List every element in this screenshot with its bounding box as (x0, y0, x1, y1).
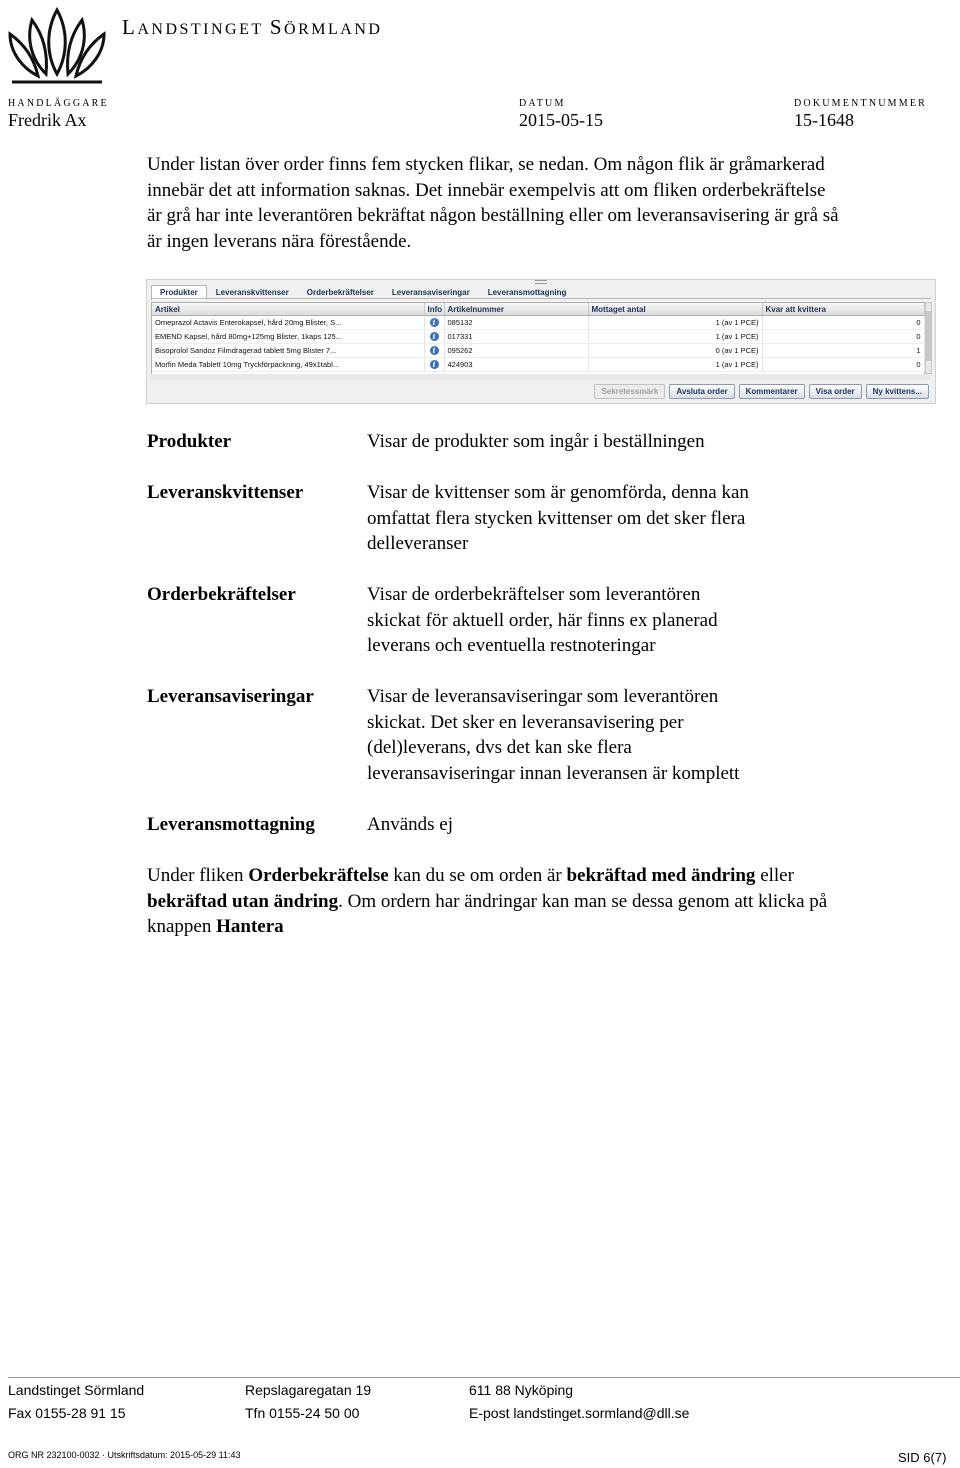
description-line: Används ej (367, 814, 454, 835)
info-icon[interactable]: i (430, 346, 439, 355)
cell-mottaget-antal: 1 (av 1 PCE) (588, 330, 762, 344)
description-leveranskvittenser (367, 480, 827, 557)
footer-phone: Tfn 0155-24 50 00 (245, 1405, 360, 1421)
tab-produkter[interactable]: Produkter (151, 285, 207, 300)
sekretessmark-button[interactable]: Sekretessmärk (594, 384, 665, 399)
description-line: (del)leverans, dvs det kan ske flera (367, 737, 632, 758)
footer-city: 611 88 Nyköping (469, 1382, 574, 1398)
closing-line (147, 914, 959, 940)
cell-artikelnummer: 017331 (444, 330, 588, 344)
product-grid (151, 302, 925, 376)
term-leveransaviseringar: Leveransaviseringar (147, 686, 314, 707)
table-row[interactable] (152, 344, 924, 358)
description-line: leveransaviseringar innan leveransen är komplett (367, 762, 740, 784)
cell-info (424, 330, 444, 344)
footer-org: Landstinget Sörmland (8, 1382, 145, 1398)
cell-kvar-att-kvittera: 1 (762, 344, 924, 358)
intro-line: Under listan över order finns fem stycken flikar, se nedan. Om någon flik är gråmarkerad (147, 154, 825, 175)
closing-bold: bekräftad utan ändring (147, 890, 339, 912)
column-header-artikelnummer[interactable]: Artikelnummer (444, 303, 588, 316)
cell-info (424, 344, 444, 358)
cell-artikelnummer: 424903 (444, 358, 588, 372)
cell-info (424, 316, 444, 330)
landstinget-logo (2, 2, 112, 92)
tab-bar (151, 285, 575, 299)
tab-leveransmottagning[interactable]: Leveransmottagning (487, 288, 567, 297)
description-line: Visar de orderbekräftelser som leverantören (367, 584, 701, 605)
term-produkter: Produkter (147, 431, 232, 452)
tab-leveranskvittenser[interactable]: Leveranskvittenser (215, 288, 289, 297)
description-line: Visar de kvittenser som är genomförda, denna kan (367, 482, 749, 503)
cell-artikelnummer: 085132 (444, 316, 588, 330)
term-leveranskvittenser: Leveranskvittenser (147, 482, 304, 503)
info-icon[interactable]: i (430, 318, 439, 327)
cell-kvar-att-kvittera: 0 (762, 316, 924, 330)
table-row[interactable] (152, 358, 924, 372)
intro-line: är grå har inte leverantören bekräftat någon beställning eller om leveransavisering är grå så (147, 205, 839, 226)
description-leveransmottagning (367, 812, 827, 838)
cell-info (424, 358, 444, 372)
footer-email: E-post landstinget.sormland@dll.se (469, 1405, 690, 1421)
info-icon[interactable]: i (430, 360, 439, 369)
closing-text: kan du se om orden är (388, 865, 567, 886)
table-row[interactable] (152, 330, 924, 344)
avsluta-order-button[interactable]: Avsluta order (669, 384, 734, 399)
tab-divider (151, 298, 931, 299)
intro-line: innebär det att information saknas. Det innebär exempelvis att om fliken orderbekräftelse (147, 179, 826, 201)
horizontal-scrollbar[interactable] (151, 374, 931, 380)
footer-street: Repslagaregatan 19 (245, 1382, 372, 1398)
description-line: skickat. Det sker en leveransavisering per (367, 711, 684, 733)
column-header-info[interactable]: Info (424, 303, 444, 316)
description-line: omfattat flera stycken kvittenser om det sker flera (367, 507, 746, 529)
cell-kvar-att-kvittera: 0 (762, 358, 924, 372)
vertical-scrollbar[interactable] (925, 302, 932, 374)
organization-name: LANDSTINGET SÖRMLAND (122, 15, 383, 39)
intro-paragraph (147, 152, 959, 254)
closing-text: . Om ordern har ändringar kan man se dessa genom att klicka på (338, 890, 828, 912)
closing-text: Under fliken (147, 865, 249, 886)
resize-grip[interactable] (535, 280, 547, 284)
table-row[interactable] (152, 316, 924, 330)
cell-artikel: EMEND Kapsel, hård 80mg+125mg Blister, 1kaps 125... (152, 330, 424, 344)
description-line: leverans och eventuella restnoteringar (367, 635, 656, 656)
cell-artikelnummer: 095262 (444, 344, 588, 358)
closing-paragraph (147, 863, 959, 940)
closing-bold: bekräftad med ändring (566, 865, 756, 886)
handlaggare-value: Fredrik Ax (8, 110, 87, 130)
cell-artikel: Bisoprolol Sandoz Filmdragerad tablett 5mg Blister 7... (152, 344, 424, 358)
column-header-kvar-att-kvittera[interactable]: Kvar att kvittera (762, 303, 924, 316)
cell-kvar-att-kvittera: 0 (762, 330, 924, 344)
description-orderbekraftelser (367, 582, 827, 659)
datum-value: 2015-05-15 (519, 110, 603, 130)
scroll-thumb[interactable] (926, 311, 931, 361)
cell-mottaget-antal: 1 (av 1 PCE) (588, 358, 762, 372)
term-orderbekraftelser: Orderbekräftelser (147, 584, 296, 605)
term-leveransmottagning: Leveransmottagning (147, 814, 315, 835)
closing-bold: Hantera (216, 916, 284, 937)
column-header-mottaget-antal[interactable]: Mottaget antal (588, 303, 762, 316)
cell-mottaget-antal: 0 (av 1 PCE) (588, 344, 762, 358)
datum-label: DATUM (519, 98, 566, 109)
dokumentnummer-label: DOKUMENTNUMMER (794, 98, 928, 109)
description-leveransaviseringar (367, 684, 827, 786)
column-header-artikel[interactable]: Artikel (152, 303, 424, 316)
visa-order-button[interactable]: Visa order (809, 384, 862, 399)
description-produkter (367, 429, 827, 455)
closing-text: eller (755, 865, 794, 886)
closing-bold: Orderbekräftelse (248, 865, 389, 886)
page-number: SID 6(7) (898, 1450, 947, 1465)
footer-fax: Fax 0155-28 91 15 (8, 1405, 126, 1421)
dokumentnummer-value: 15-1648 (794, 110, 854, 130)
description-line: Visar de produkter som ingår i beställningen (367, 431, 705, 452)
footer-org-number: ORG NR 232100-0032 · Utskriftsdatum: 2015-05-29 11:43 (8, 1450, 241, 1460)
closing-line (147, 889, 959, 915)
info-icon[interactable]: i (430, 332, 439, 341)
ny-kvittens-button[interactable]: Ny kvittens... (866, 384, 929, 399)
closing-text: knappen (147, 916, 217, 937)
closing-line (147, 863, 959, 889)
intro-line: är ingen leverans nära förestående. (147, 230, 412, 252)
kommentarer-button[interactable]: Kommentarer (739, 384, 805, 399)
grid-header-row (152, 303, 924, 316)
action-buttons (594, 384, 929, 399)
tab-leveransaviseringar[interactable]: Leveransaviseringar (391, 288, 470, 297)
footer-divider (8, 1377, 960, 1378)
order-tabs-screenshot (146, 279, 936, 404)
cell-artikel: Omeprazol Actavis Enterokapsel, hård 20mg Blister, S... (152, 316, 424, 330)
description-line: delleveranser (367, 533, 469, 554)
cell-mottaget-antal: 1 (av 1 PCE) (588, 316, 762, 330)
description-line: skickat för aktuell order, här finns ex planerad (367, 609, 718, 631)
tab-orderbekraftelser[interactable]: Orderbekräftelser (306, 288, 374, 297)
handlaggare-label: HANDLÄGGARE (8, 98, 109, 109)
cell-artikel: Morfin Meda Tablett 10mg Tryckförpackning, 49x1tabl... (152, 358, 424, 372)
description-line: Visar de leveransaviseringar som leverantören (367, 686, 719, 707)
